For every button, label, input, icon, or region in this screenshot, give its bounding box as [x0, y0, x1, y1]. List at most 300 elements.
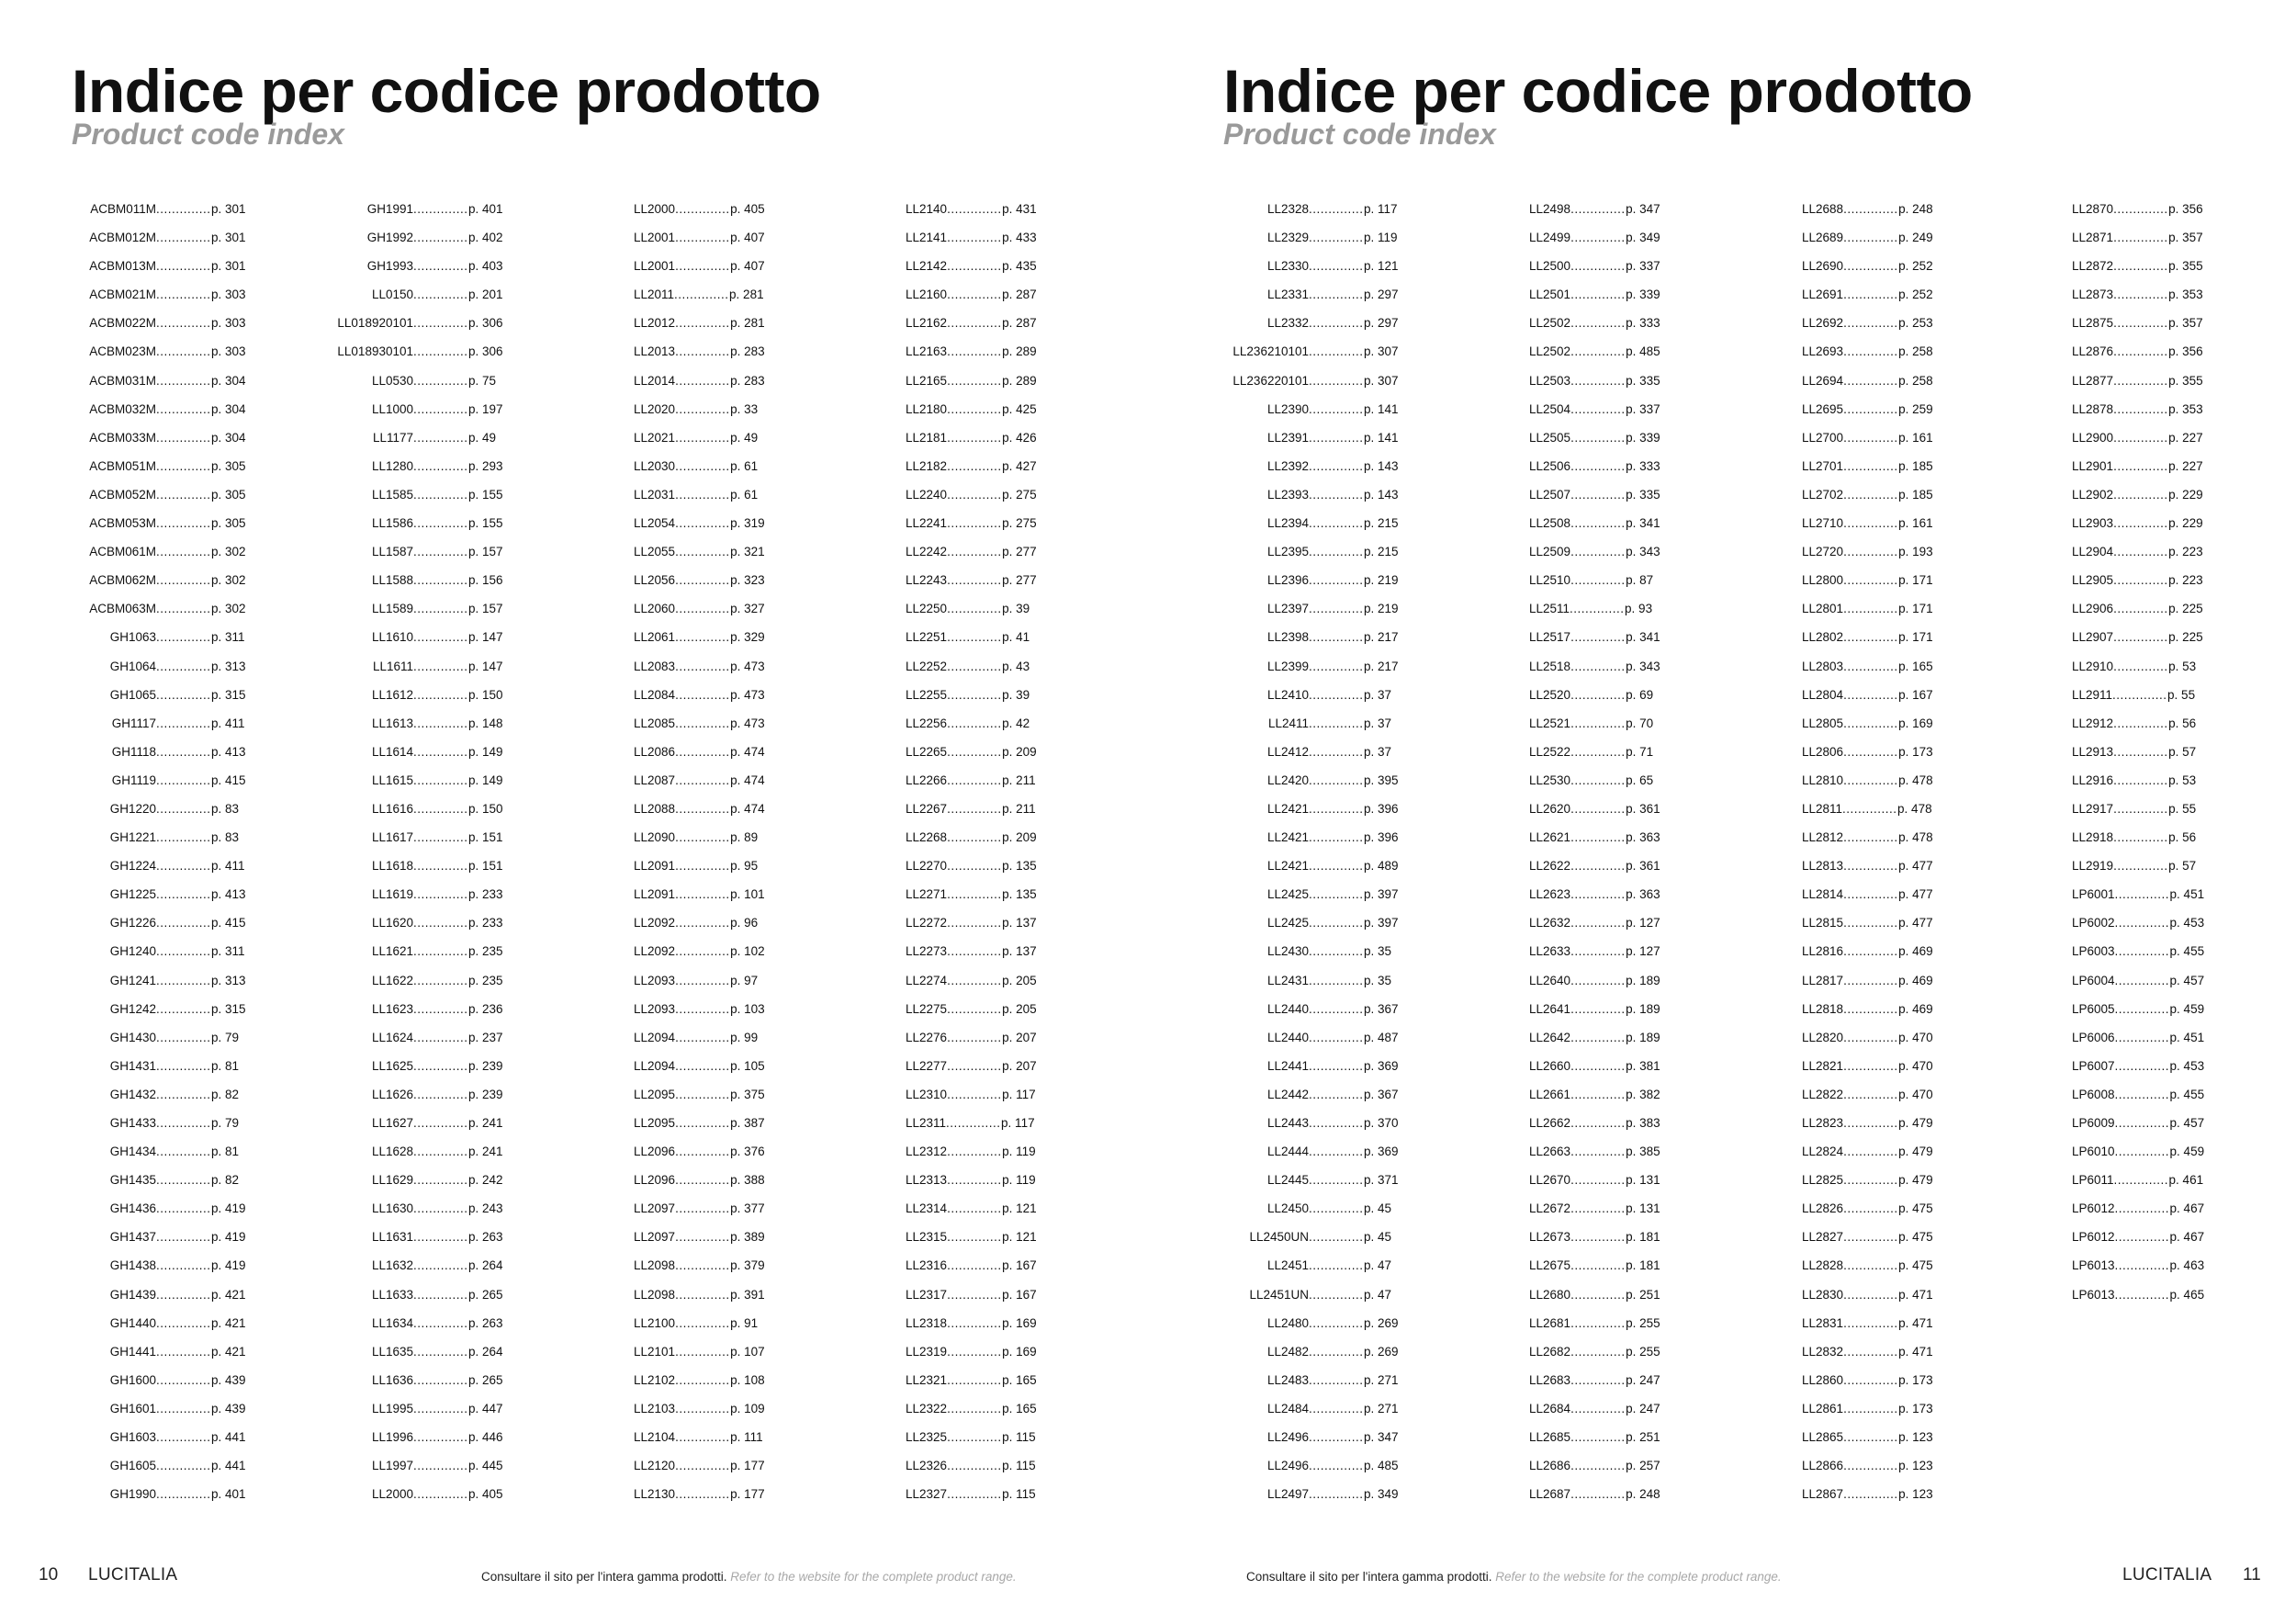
index-entry: [634, 652, 845, 681]
index-entry: [1802, 1137, 2013, 1166]
index-entry: [906, 937, 1117, 965]
page-reference: p. 382: [1626, 1087, 1660, 1101]
dot-leader: ..............: [947, 573, 1002, 588]
index-entry: [1208, 1251, 1419, 1280]
index-entry: [906, 1194, 1117, 1223]
index-entry: [55, 1109, 266, 1137]
page-reference: p. 123: [1898, 1487, 1933, 1502]
index-entry: [1529, 280, 1740, 309]
index-entry: [634, 1137, 845, 1166]
product-code: LL2688: [1802, 202, 1844, 216]
page-reference: p. 329: [730, 630, 765, 645]
index-entry: [1529, 937, 1740, 965]
dot-leader: ..............: [2113, 259, 2168, 274]
dot-leader: ..............: [2113, 202, 2168, 216]
dot-leader: ..............: [1570, 344, 1626, 359]
page-reference: p. 411: [211, 859, 245, 874]
page-reference: p. 79: [211, 1030, 240, 1044]
page-reference: p. 341: [1626, 630, 1660, 645]
index-entry: [634, 738, 845, 766]
page-subtitle: Product code index: [1223, 118, 1496, 151]
index-entry: [55, 851, 266, 880]
product-code: LL2445: [1266, 1173, 1309, 1188]
dot-leader: ..............: [413, 1258, 468, 1273]
product-code: LP6008: [2072, 1087, 2115, 1101]
product-code: LL2328: [1266, 202, 1309, 216]
product-code: LL1626: [371, 1087, 413, 1101]
index-entry: [2072, 1080, 2283, 1109]
page-reference: p. 335: [1626, 373, 1660, 388]
page-reference: p. 169: [1898, 716, 1933, 730]
product-code: LL2411: [1267, 716, 1309, 730]
product-code: GH1240: [109, 944, 156, 959]
product-code: LL2094: [634, 1030, 676, 1044]
dot-leader: ..............: [1309, 1116, 1364, 1130]
product-code: LL2274: [906, 973, 948, 987]
index-entry: [906, 623, 1117, 651]
index-entry: [1529, 681, 1740, 709]
index-entry: [1529, 223, 1740, 252]
dot-leader: ..............: [1309, 1030, 1364, 1044]
index-entry: [1208, 1109, 1419, 1137]
page-reference: p. 149: [468, 744, 503, 759]
index-entry: [2072, 795, 2283, 823]
page-reference: p. 215: [1364, 516, 1399, 531]
index-entry: [906, 652, 1117, 681]
product-code: LL2277: [906, 1058, 948, 1073]
dot-leader: ..............: [1570, 373, 1626, 388]
index-entry: [312, 1337, 523, 1366]
dot-leader: ..............: [947, 859, 1002, 874]
index-entry: [1208, 880, 1419, 908]
product-code: LL1634: [371, 1315, 413, 1330]
index-entry: [1802, 395, 2013, 423]
product-code: LP6013: [2072, 1287, 2115, 1302]
dot-leader: ..............: [413, 1372, 468, 1387]
product-code: LL1997: [371, 1459, 413, 1473]
page-reference: p. 477: [1898, 887, 1933, 902]
page-reference: p. 115: [1002, 1430, 1036, 1445]
index-entry: [1529, 1423, 1740, 1451]
page-reference: p. 277: [1002, 573, 1037, 588]
product-code: LL2014: [634, 373, 676, 388]
dot-leader: ..............: [947, 288, 1002, 302]
page-reference: p. 33: [730, 401, 759, 416]
page-reference: p. 123: [1898, 1459, 1933, 1473]
product-code: LL2814: [1802, 887, 1844, 902]
product-code: LL2902: [2072, 487, 2114, 502]
dot-leader: ..............: [2114, 1201, 2170, 1216]
product-code: GH1432: [109, 1087, 156, 1101]
dot-leader: ..............: [413, 744, 468, 759]
page-reference: p. 83: [211, 801, 240, 816]
page-reference: p. 61: [730, 458, 759, 473]
index-entry: [1529, 566, 1740, 594]
product-code: LL2165: [906, 373, 948, 388]
product-code: LL2391: [1266, 430, 1309, 445]
product-code: LL1635: [371, 1344, 413, 1359]
index-entry: [634, 1309, 845, 1337]
page-reference: p. 335: [1626, 487, 1660, 502]
page-reference: p. 446: [468, 1430, 503, 1445]
page-reference: p. 275: [1002, 516, 1037, 531]
product-code: LL1618: [371, 859, 413, 874]
page-reference: p. 251: [1626, 1430, 1660, 1445]
page-reference: p. 479: [1898, 1173, 1933, 1188]
index-entry: [1529, 709, 1740, 738]
dot-leader: ..............: [156, 458, 211, 473]
page-reference: p. 49: [468, 430, 497, 445]
dot-leader: ..............: [413, 687, 468, 702]
dot-leader: ..............: [413, 1344, 468, 1359]
product-code: LL2181: [906, 430, 948, 445]
index-entry: [1208, 766, 1419, 795]
dot-leader: ..............: [156, 687, 211, 702]
page-reference: p. 447: [468, 1401, 503, 1415]
dot-leader: ..............: [413, 1116, 468, 1130]
product-code: GH1220: [109, 801, 156, 816]
dot-leader: ..............: [1309, 430, 1364, 445]
index-entry: [312, 509, 523, 537]
page-reference: p. 165: [1002, 1372, 1037, 1387]
index-entry: [55, 623, 266, 651]
product-code: ACBM032M: [89, 401, 156, 416]
dot-leader: ..............: [1570, 801, 1626, 816]
product-code: LL2243: [906, 573, 948, 588]
dot-leader: ..............: [2113, 344, 2168, 359]
index-entry: [2072, 1280, 2283, 1309]
dot-leader: ..............: [1309, 1487, 1364, 1502]
dot-leader: ..............: [2113, 458, 2168, 473]
page-reference: p. 141: [1364, 430, 1399, 445]
product-code: LL2822: [1802, 1087, 1844, 1101]
page-reference: p. 337: [1626, 401, 1660, 416]
dot-leader: ..............: [675, 1344, 730, 1359]
index-entry: [312, 423, 523, 452]
index-entry: [906, 1394, 1117, 1423]
index-entry: [634, 851, 845, 880]
page-reference: p. 264: [468, 1258, 503, 1273]
index-entry: [634, 795, 845, 823]
index-entry: [312, 823, 523, 851]
dot-leader: ..............: [675, 1201, 730, 1216]
page-reference: p. 479: [1898, 1116, 1933, 1130]
product-code: LL1624: [371, 1030, 413, 1044]
page-reference: p. 235: [468, 973, 503, 987]
product-code: LL1614: [371, 744, 413, 759]
page-reference: p. 219: [1364, 602, 1399, 616]
index-entry: [1208, 1337, 1419, 1366]
dot-leader: ..............: [1570, 659, 1626, 673]
dot-leader: ..............: [156, 373, 211, 388]
page-reference: p. 407: [730, 231, 765, 245]
index-entry: [906, 1080, 1117, 1109]
page-reference: p. 283: [730, 344, 765, 359]
page-reference: p. 219: [1364, 573, 1399, 588]
index-entry: [906, 566, 1117, 594]
page-reference: p. 53: [2168, 659, 2197, 673]
page-reference: p. 289: [1002, 344, 1037, 359]
index-entry: [1208, 1480, 1419, 1508]
product-code: GH1064: [109, 659, 156, 673]
page-reference: p. 205: [1002, 1001, 1037, 1016]
product-code: LL1621: [371, 944, 413, 959]
product-code: LL2270: [906, 859, 948, 874]
product-code: LL2163: [906, 344, 948, 359]
dot-leader: ..............: [1309, 373, 1364, 388]
dot-leader: ..............: [413, 202, 468, 216]
index-entry: [1529, 1223, 1740, 1251]
index-entry: [634, 594, 845, 623]
product-code: LL2691: [1802, 288, 1844, 302]
index-entry: [55, 1080, 266, 1109]
index-entry: [634, 480, 845, 509]
product-code: LL2801: [1802, 602, 1844, 616]
dot-leader: ..............: [156, 1459, 211, 1473]
product-code: GH1991: [366, 202, 413, 216]
footer-note-italian: Consultare il sito per l'intera gamma prodotti.: [481, 1570, 727, 1584]
dot-leader: ..............: [675, 944, 730, 959]
product-code: LL1625: [371, 1058, 413, 1073]
index-entry: [1802, 1052, 2013, 1080]
index-entry: [1208, 309, 1419, 337]
dot-leader: ..............: [156, 288, 211, 302]
page-reference: p. 349: [1364, 1487, 1399, 1502]
page-reference: p. 217: [1364, 659, 1399, 673]
page-reference: p. 473: [730, 716, 765, 730]
product-code: LL2661: [1529, 1087, 1571, 1101]
dot-leader: ..............: [2114, 1258, 2170, 1273]
product-code: LL2505: [1529, 430, 1571, 445]
page-reference: p. 229: [2168, 487, 2203, 502]
index-entry: [55, 509, 266, 537]
product-code: ACBM062M: [89, 573, 156, 588]
index-entry: [55, 195, 266, 223]
index-entry: [1529, 1194, 1740, 1223]
page-reference: p. 157: [468, 545, 503, 559]
page-reference: p. 61: [730, 487, 759, 502]
product-code: LL1617: [371, 830, 413, 845]
page-reference: p. 355: [2168, 259, 2203, 274]
index-entry: [2072, 937, 2283, 965]
page-reference: p. 123: [1898, 1430, 1933, 1445]
index-entry: [1529, 851, 1740, 880]
index-entry: [55, 1394, 266, 1423]
index-entry: [906, 709, 1117, 738]
page-reference: p. 271: [1364, 1401, 1399, 1415]
dot-leader: ..............: [1843, 1258, 1898, 1273]
product-code: LL2812: [1802, 830, 1844, 845]
index-entry: [906, 738, 1117, 766]
product-code: LL2092: [634, 944, 676, 959]
dot-leader: ..............: [413, 859, 468, 874]
index-entry: [1208, 395, 1419, 423]
product-code: GH1221: [109, 830, 156, 845]
page-reference: p. 223: [2168, 545, 2203, 559]
dot-leader: ..............: [413, 1087, 468, 1101]
product-code: ACBM061M: [89, 545, 156, 559]
product-code: LL2866: [1802, 1459, 1844, 1473]
page-reference: p. 413: [211, 744, 246, 759]
dot-leader: ..............: [675, 716, 730, 730]
page-reference: p. 121: [1002, 1201, 1037, 1216]
product-code: LL2520: [1529, 687, 1571, 702]
index-entry: [55, 252, 266, 280]
page-reference: p. 247: [1626, 1401, 1660, 1415]
product-code: LP6012: [2072, 1201, 2115, 1216]
page-reference: p. 135: [1002, 887, 1037, 902]
product-code: GH1435: [109, 1173, 156, 1188]
dot-leader: ..............: [1843, 659, 1898, 673]
product-code: LL1620: [371, 916, 413, 930]
product-code: LL2686: [1529, 1459, 1571, 1473]
product-code: LL2632: [1529, 916, 1571, 930]
product-code: LL2240: [906, 487, 948, 502]
page-reference: p. 470: [1898, 1087, 1933, 1101]
page-reference: p. 117: [1001, 1116, 1035, 1130]
product-code: LL2394: [1266, 516, 1309, 531]
product-code: LL2913: [2072, 744, 2114, 759]
dot-leader: ..............: [2113, 573, 2168, 588]
dot-leader: ..............: [2114, 887, 2170, 902]
page-reference: p. 165: [1898, 659, 1933, 673]
product-code: LL2312: [906, 1145, 948, 1159]
page-reference: p. 319: [730, 516, 765, 531]
index-entry: [1529, 995, 1740, 1023]
dot-leader: ..............: [947, 1087, 1002, 1101]
dot-leader: ..............: [1570, 458, 1626, 473]
index-entry: [1802, 594, 2013, 623]
product-code: LL2311: [906, 1116, 947, 1130]
index-entry: [1529, 1109, 1740, 1137]
dot-leader: ..............: [2114, 1145, 2170, 1159]
product-code: LL2621: [1529, 830, 1571, 845]
dot-leader: ..............: [1309, 516, 1364, 531]
index-entry: [1802, 851, 2013, 880]
index-entry: [1208, 1366, 1419, 1394]
index-entry: [55, 223, 266, 252]
index-entry: [312, 537, 523, 566]
index-entry: [1802, 1423, 2013, 1451]
product-code: LL2241: [906, 516, 948, 531]
product-code: LL2482: [1266, 1344, 1309, 1359]
page-reference: p. 427: [1002, 458, 1037, 473]
product-code: LL2670: [1529, 1173, 1571, 1188]
page-reference: p. 471: [1898, 1315, 1933, 1330]
page-reference: p. 37: [1364, 716, 1392, 730]
product-code: LL2011: [634, 288, 675, 302]
dot-leader: ..............: [156, 573, 211, 588]
index-entry: [906, 537, 1117, 566]
page-reference: p. 223: [2168, 573, 2203, 588]
page-reference: p. 247: [1626, 1372, 1660, 1387]
product-code: LL2710: [1802, 516, 1844, 531]
index-entry: [2072, 566, 2283, 594]
product-code: LL2501: [1529, 288, 1571, 302]
page-reference: p. 119: [1364, 231, 1398, 245]
page-reference: p. 165: [1002, 1401, 1037, 1415]
dot-leader: ..............: [947, 259, 1002, 274]
dot-leader: ..............: [1570, 687, 1626, 702]
product-code: LL2441: [1266, 1058, 1309, 1073]
page-reference: p. 401: [468, 202, 503, 216]
page-reference: p. 455: [2169, 944, 2205, 959]
page-reference: p. 297: [1364, 288, 1399, 302]
dot-leader: ..............: [675, 316, 730, 331]
product-code: GH1440: [109, 1315, 156, 1330]
dot-leader: ..............: [675, 1116, 730, 1130]
page-reference: p. 37: [1364, 744, 1392, 759]
page-reference: p. 289: [1002, 373, 1037, 388]
product-code: LL2816: [1802, 944, 1844, 959]
page-reference: p. 151: [468, 859, 503, 874]
product-code: LL2421: [1266, 859, 1309, 874]
index-entry: [2072, 309, 2283, 337]
page-reference: p. 421: [211, 1315, 246, 1330]
page-reference: p. 161: [1898, 430, 1933, 445]
page-reference: p. 215: [1364, 545, 1399, 559]
page-reference: p. 239: [468, 1058, 503, 1073]
index-entry: [906, 1280, 1117, 1309]
product-code: LL2252: [906, 659, 948, 673]
page-reference: p. 415: [211, 773, 246, 787]
product-code: LL2672: [1529, 1201, 1571, 1216]
page-reference: p. 333: [1626, 458, 1660, 473]
page-reference: p. 347: [1626, 202, 1660, 216]
product-code: LL2901: [2072, 458, 2114, 473]
page-reference: p. 108: [730, 1372, 765, 1387]
product-code: LL2182: [906, 458, 948, 473]
product-code: LL1630: [371, 1201, 413, 1216]
dot-leader: ..............: [675, 458, 730, 473]
dot-leader: ..............: [156, 1058, 211, 1073]
dot-leader: ..............: [1843, 1145, 1898, 1159]
page-reference: p. 293: [468, 458, 503, 473]
product-code: LL2095: [634, 1116, 676, 1130]
index-entry: [1529, 1337, 1740, 1366]
index-entry: [312, 480, 523, 509]
product-code: LL1610: [371, 630, 413, 645]
dot-leader: ..............: [674, 288, 729, 302]
dot-leader: ..............: [675, 773, 730, 787]
product-code: LL2507: [1529, 487, 1571, 502]
product-code: LL1177: [372, 430, 413, 445]
page-reference: p. 243: [468, 1201, 503, 1216]
product-code: LL2877: [2072, 373, 2114, 388]
page-reference: p. 150: [468, 801, 503, 816]
dot-leader: ..............: [1843, 1315, 1898, 1330]
page-reference: p. 97: [730, 973, 759, 987]
dot-leader: ..............: [947, 973, 1002, 987]
product-code: LL2094: [634, 1058, 676, 1073]
index-entry: [906, 594, 1117, 623]
dot-leader: ..............: [1309, 1258, 1364, 1273]
index-entry: [1529, 195, 1740, 223]
product-code: LL2803: [1802, 659, 1844, 673]
product-code: LL2662: [1529, 1116, 1571, 1130]
product-code: LL1636: [371, 1372, 413, 1387]
product-code: LL1628: [371, 1145, 413, 1159]
product-code: LL2399: [1266, 659, 1309, 673]
dot-leader: ..............: [675, 516, 730, 531]
product-code: LL2097: [634, 1201, 676, 1216]
dot-leader: ..............: [156, 630, 211, 645]
index-entry: [2072, 652, 2283, 681]
dot-leader: ..............: [1309, 630, 1364, 645]
dot-leader: ..............: [675, 1401, 730, 1415]
product-code: LL2830: [1802, 1287, 1844, 1302]
dot-leader: ..............: [675, 916, 730, 930]
